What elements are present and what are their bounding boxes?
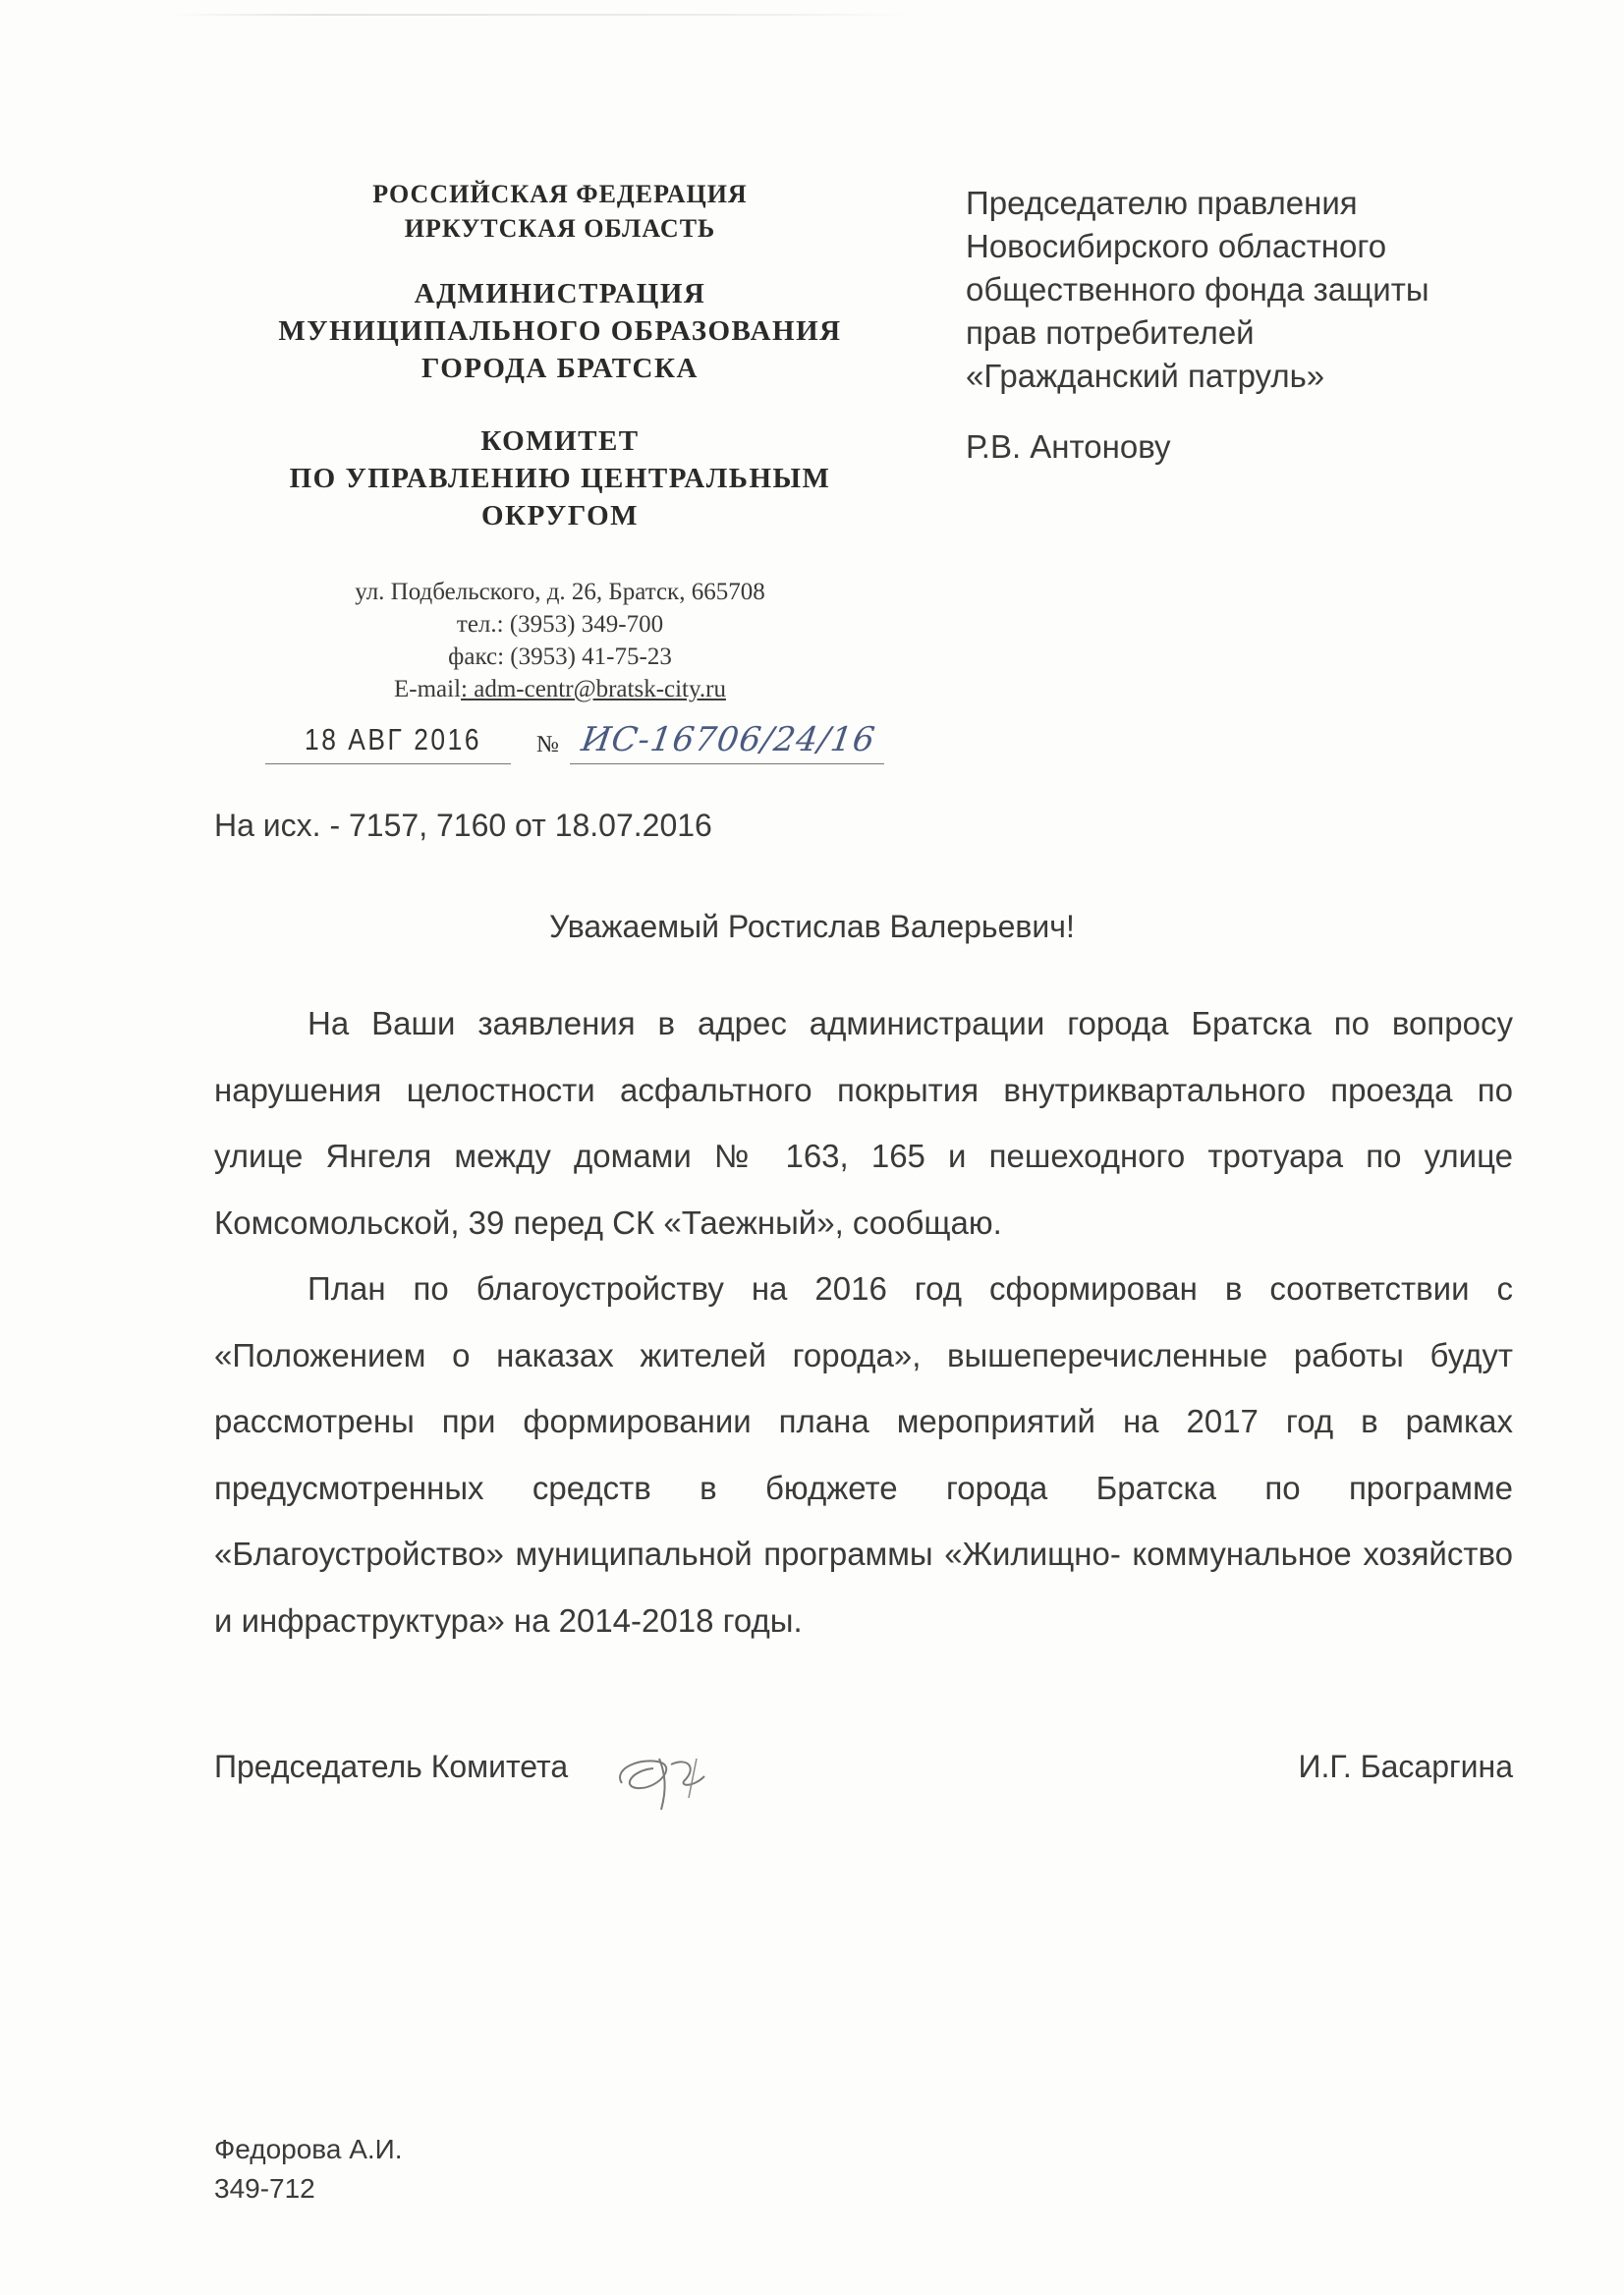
scan-artifact-line <box>167 14 914 16</box>
signature-row <box>214 1739 1513 1808</box>
recipient-line-3: общественного фонда защиты <box>966 271 1429 308</box>
address: ул. Подбельского, д. 26, Братск, 665708 <box>355 579 765 605</box>
recipient-line-5: «Гражданский патруль» <box>966 358 1325 394</box>
email-label: E-mail <box>394 676 462 702</box>
letterhead <box>246 177 874 705</box>
number-underline <box>570 763 884 764</box>
committee-line-3: ОКРУГОМ <box>480 500 640 532</box>
number-sign: № <box>536 732 559 757</box>
email-link[interactable]: : adm-centr@bratsk-city.ru <box>461 676 726 702</box>
registration-line <box>305 722 914 767</box>
phone: тел.: (3953) 349-700 <box>456 611 664 638</box>
admin-line-3: ГОРОДА БРАТСКА <box>421 353 699 384</box>
date-underline <box>265 763 511 764</box>
recipient-line-1: Председателю правления <box>966 185 1358 221</box>
body-paragraph-1: На Ваши заявления в адрес администрации города Братска по вопросу нарушения целостности асфальтного покрытия внутриквартального проезда по улице Янгеля между домами № 163, 165 и пешеходного тротуара по улице Комсомольской, 39 перед СК «Таежный», сообщаю. <box>214 1005 1513 1241</box>
registration-number-handwritten: ИС-16706/24/16 <box>579 720 878 759</box>
signatory-name: И.Г. Басаргина <box>1298 1749 1513 1784</box>
handwritten-signature <box>602 1729 730 1818</box>
region-line: ИРКУТСКАЯ ОБЛАСТЬ <box>404 214 716 243</box>
executor-block <box>214 2130 403 2209</box>
recipient-name: Р.В. Антонову <box>966 428 1171 465</box>
executor-phone: 349-712 <box>214 2173 315 2204</box>
letter-body <box>214 990 1513 1653</box>
country-line: РОССИЙСКАЯ ФЕДЕРАЦИЯ <box>372 180 748 208</box>
admin-line-1: АДМИНИСТРАЦИЯ <box>414 278 706 309</box>
registration-date-stamp: 18 АВГ 2016 <box>305 722 482 756</box>
signatory-title: Председатель Комитета <box>214 1749 569 1784</box>
committee-line-1: КОМИТЕТ <box>480 425 640 457</box>
recipient-block <box>966 182 1429 469</box>
fax: факс: (3953) 41-75-23 <box>448 644 672 670</box>
outgoing-reference: На исх. - 7157, 7160 от 18.07.2016 <box>214 808 712 843</box>
committee-line-2: ПО УПРАВЛЕНИЮ ЦЕНТРАЛЬНЫМ <box>289 463 831 494</box>
body-paragraph-2: План по благоустройству на 2016 год сформирован в соответствии с «Положением о наказах жителей города», вышеперечисленные работы будут рассмотрены при формировании плана мероприятий на 2017 год в рамках предусмотренных средств в бюджете города Братска по программе «Благоустройство» муниципальной программы «Жилищно- коммунальное хозяйство и инфраструктура» на 2014-2018 годы. <box>214 1270 1513 1639</box>
email-line <box>246 673 874 705</box>
recipient-line-4: прав потребителей <box>966 314 1255 351</box>
admin-line-2: МУНИЦИПАЛЬНОГО ОБРАЗОВАНИЯ <box>278 315 842 347</box>
executor-name: Федорова А.И. <box>214 2134 403 2164</box>
salutation: Уважаемый Ростислав Валерьевич! <box>549 909 1075 944</box>
recipient-line-2: Новосибирского областного <box>966 228 1387 264</box>
